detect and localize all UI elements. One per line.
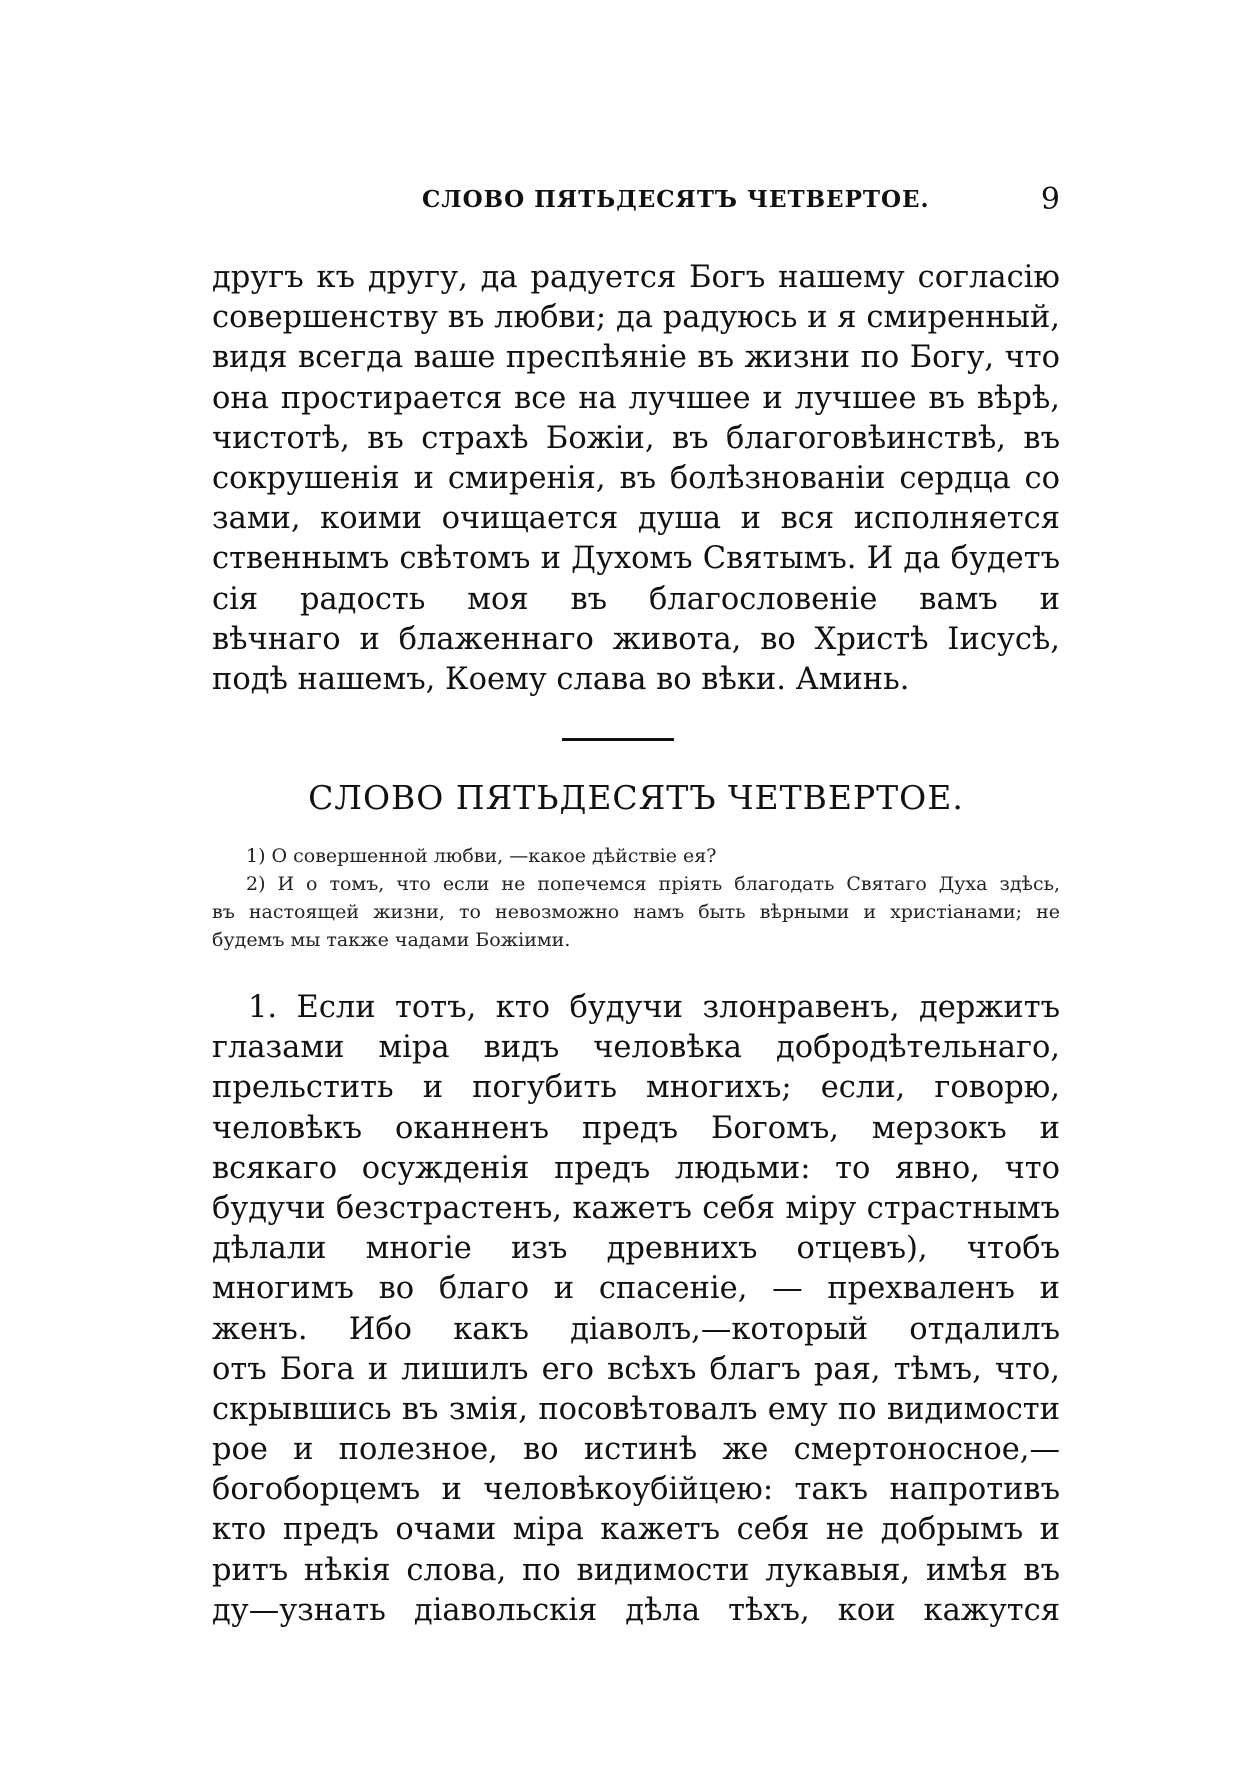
text-line: рое и полезное, во истинѣ же смертоносное,— [212,1432,1060,1468]
summary-line: будемъ мы также чадами Божіими. [212,929,571,951]
section-summary [212,842,1060,954]
text-line: зами, коими очищается душа и вся исполняется [212,501,1060,537]
text-line: вѣчнаго и блаженнаго живота, во Христѣ Іисусѣ, [212,621,1060,657]
text-line: видя всегда ваше преспѣяніе въ жизни по Богу, что [212,340,1060,376]
text-line: женъ. Ибо какъ діаволъ,—который отдалилъ [212,1311,1060,1347]
text-line: прельстить и погубить многихъ; если, говорю, [212,1070,1060,1106]
text-line: глазами міра видъ человѣка добродѣтельнаго, [212,1030,1060,1066]
text-line: дѣлали многіе изъ древнихъ отцевъ), чтобъ [212,1231,1060,1267]
summary-line: въ настоящей жизни, то невозможно намъ быть вѣрными и христіанами; не [212,901,1060,923]
summary-line: 2) И о томъ, что если не попечемся пріять благодать Святаго Духа здѣсь, [246,873,1060,895]
summary-line: 1) О совершенной любви, —какое дѣйствіе ея? [246,845,717,867]
text-line: богоборцемъ и человѣкоубійцею: такъ напротивъ [212,1472,1060,1508]
continuation-paragraph [212,258,1060,700]
text-line: сокрушенія и смиренія, въ болѣзнованіи сердца со [212,460,1060,496]
text-line: скрывшись въ змія, посовѣтовалъ ему по видимости [212,1391,1060,1427]
text-line: всякаго осужденія предъ людьми: то явно, что [212,1150,1060,1186]
running-title: СЛОВО ПЯТЬДЕСЯТЪ ЧЕТВЕРТОЕ. [422,186,930,213]
text-line: многимъ во благо и спасеніе, — прехваленъ и [212,1271,1060,1307]
text-line: чистотѣ, въ страхѣ Божіи, въ благоговѣинствѣ, въ [212,420,1060,456]
text-line: подѣ нашемъ, Коему слава во вѣки. Аминь. [212,661,910,697]
section-title: СЛОВО ПЯТЬДЕСЯТЪ ЧЕТВЕРТОЕ. [308,778,964,817]
page-number: 9 [1040,182,1060,217]
section-paragraph [212,988,1060,1631]
section-divider [562,738,674,741]
text-line: другъ къ другу, да радуется Богъ нашему согласію [212,260,1060,295]
text-line: ственнымъ свѣтомъ и Духомъ Святымъ. И да будетъ [212,541,1060,577]
text-line: 1. Если тотъ, кто будучи злонравенъ, держитъ [248,990,1060,1025]
text-line: сія радость моя въ благословеніе вамъ и [212,581,1060,617]
text-line: ритъ нѣкія слова, по видимости лукавыя, имѣя въ [212,1552,1060,1588]
text-line: совершенству въ любви; да радуюсь и я смиренный, [212,300,1060,336]
text-line: будучи безстрастенъ, кажетъ себя міру страстнымъ [212,1190,1060,1226]
text-line: человѣкъ оканненъ предъ Богомъ, мерзокъ и [212,1110,1060,1146]
text-line: ду—узнать діавольскія дѣла тѣхъ, кои кажутся [212,1592,1060,1628]
text-line: отъ Бога и лишилъ его всѣхъ благъ рая, тѣмъ, что, [212,1351,1060,1387]
running-head [212,182,1060,226]
text-line: она простирается все на лучшее и лучшее въ вѣрѣ, [212,380,1060,416]
text-line: кто предъ очами міра кажетъ себя не добрымъ и [212,1512,1060,1548]
